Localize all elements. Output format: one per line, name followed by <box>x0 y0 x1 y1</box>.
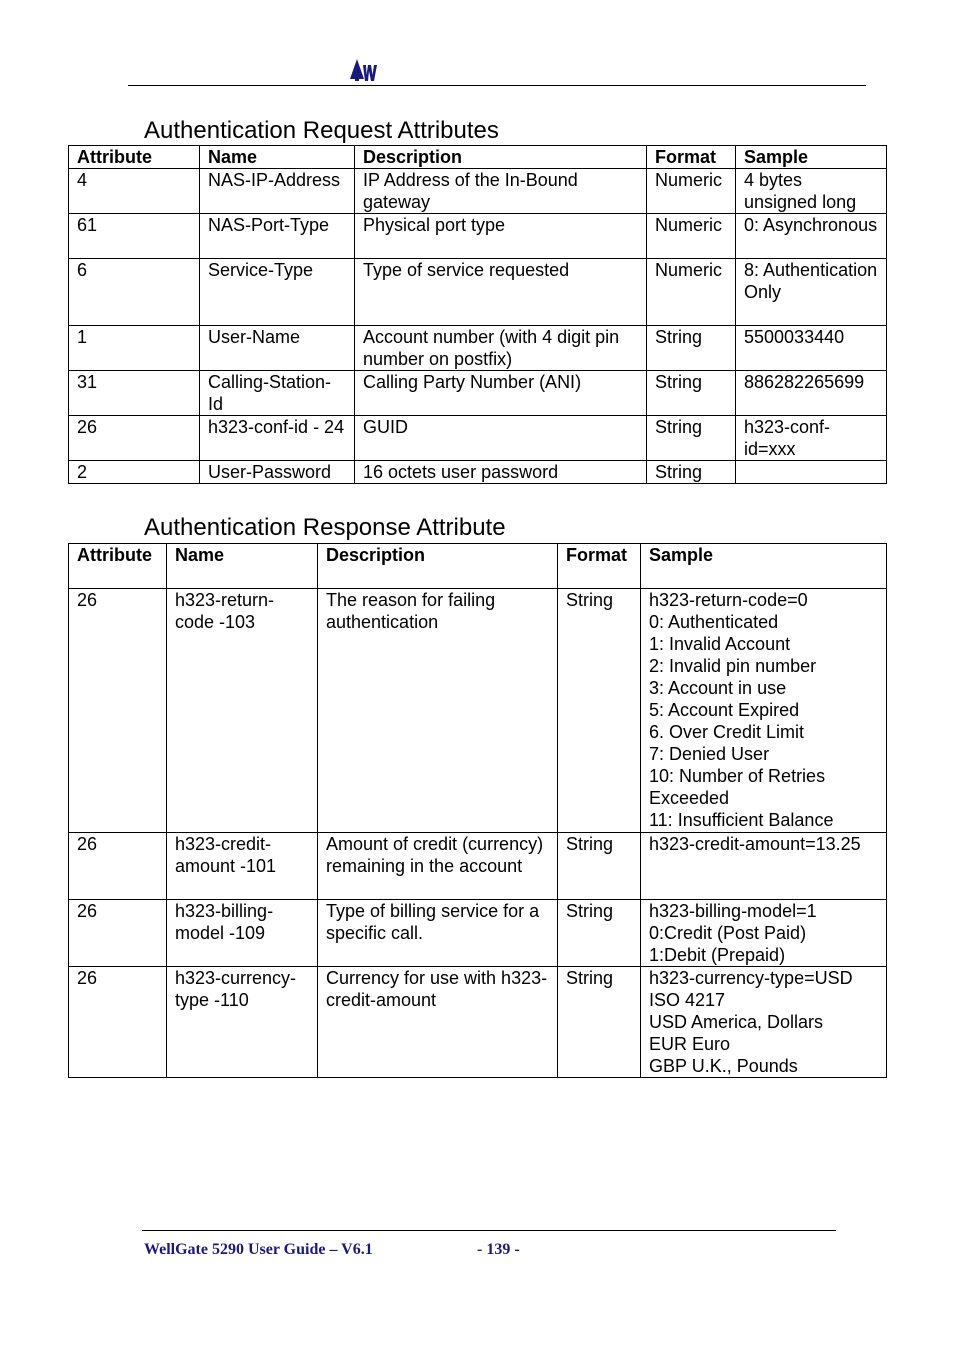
table-row <box>69 416 887 461</box>
table-cell: The reason for failing authentication <box>318 589 558 833</box>
table-cell: 0: Asynchronous <box>736 214 887 259</box>
table-cell: User-Password <box>200 461 355 484</box>
table-cell: 1 <box>69 326 200 371</box>
header-divider <box>128 85 866 86</box>
table-cell: Numeric <box>647 169 736 214</box>
table-cell: Type of service requested <box>355 259 647 326</box>
table-cell: 26 <box>69 589 167 833</box>
sample-line: 0: Authenticated <box>649 612 779 632</box>
table-cell: 31 <box>69 371 200 416</box>
table-row <box>69 371 887 416</box>
table-cell: 61 <box>69 214 200 259</box>
sample-cell <box>641 967 887 1078</box>
sample-cell <box>641 589 887 833</box>
table-cell: 26 <box>69 900 167 967</box>
table-cell: String <box>647 371 736 416</box>
sample-line: ISO 4217 <box>649 990 726 1010</box>
table-cell: NAS-Port-Type <box>200 214 355 259</box>
table-cell: h323-credit-amount -101 <box>167 833 318 900</box>
column-header: Sample <box>641 544 887 589</box>
table-cell: 26 <box>69 967 167 1078</box>
table-cell: NAS-IP-Address <box>200 169 355 214</box>
table-cell: 26 <box>69 416 200 461</box>
sample-line: 7: Denied User <box>649 744 770 764</box>
column-header: Attribute <box>69 544 167 589</box>
sample-line: h323-billing-model=1 <box>649 901 817 921</box>
table-cell: h323-billing-model -109 <box>167 900 318 967</box>
column-header: Format <box>558 544 641 589</box>
table-row <box>69 169 887 214</box>
response-section-title: Authentication Response Attribute <box>144 514 506 541</box>
table-cell: Type of billing service for a specific call. <box>318 900 558 967</box>
sample-line: 1: Invalid Account <box>649 634 791 654</box>
table-cell: 6 <box>69 259 200 326</box>
table-row <box>69 589 887 833</box>
sample-line: GBP U.K., Pounds <box>649 1056 798 1076</box>
table-cell: 4 <box>69 169 200 214</box>
table-cell: Service-Type <box>200 259 355 326</box>
company-logo-icon <box>348 55 380 83</box>
sample-line: h323-credit-amount=13.25 <box>649 834 861 854</box>
sample-line: h323-return-code=0 <box>649 590 808 610</box>
column-header: Format <box>647 146 736 169</box>
table-row <box>69 326 887 371</box>
page-number: - 139 - <box>477 1241 520 1258</box>
table-cell: String <box>647 461 736 484</box>
table-cell: User-Name <box>200 326 355 371</box>
request-section-title: Authentication Request Attributes <box>144 117 499 144</box>
footer-guide-title: WellGate 5290 User Guide – V6.1 <box>144 1241 373 1258</box>
table-row <box>69 900 887 967</box>
table-cell: Account number (with 4 digit pin number on postfix) <box>355 326 647 371</box>
table-row <box>69 833 887 900</box>
sample-cell <box>641 900 887 967</box>
table-cell: GUID <box>355 416 647 461</box>
request-attributes-table <box>68 145 887 484</box>
table-cell: h323-conf-id - 24 <box>200 416 355 461</box>
table-cell: Numeric <box>647 259 736 326</box>
response-attributes-table <box>68 543 887 1078</box>
table-cell: 8: Authentication Only <box>736 259 887 326</box>
table-cell: String <box>647 416 736 461</box>
sample-cell <box>641 833 887 900</box>
table-row <box>69 214 887 259</box>
footer-divider <box>142 1230 836 1231</box>
column-header: Name <box>167 544 318 589</box>
column-header: Name <box>200 146 355 169</box>
table-cell: 5500033440 <box>736 326 887 371</box>
table-cell: 2 <box>69 461 200 484</box>
table-cell: h323-currency-type -110 <box>167 967 318 1078</box>
column-header: Attribute <box>69 146 200 169</box>
sample-line: 0:Credit (Post Paid) <box>649 923 807 943</box>
column-header: Sample <box>736 146 887 169</box>
table-header-row <box>69 544 887 589</box>
table-cell: Physical port type <box>355 214 647 259</box>
table-cell: Calling Party Number (ANI) <box>355 371 647 416</box>
sample-line: 10: Number of Retries Exceeded <box>649 766 826 808</box>
column-header: Description <box>318 544 558 589</box>
table-row <box>69 461 887 484</box>
sample-line: h323-currency-type=USD <box>649 968 853 988</box>
sample-line: USD America, Dollars <box>649 1012 824 1032</box>
table-cell: 26 <box>69 833 167 900</box>
table-cell: String <box>558 967 641 1078</box>
table-cell: Currency for use with h323-credit-amount <box>318 967 558 1078</box>
column-header: Description <box>355 146 647 169</box>
table-cell: IP Address of the In-Bound gateway <box>355 169 647 214</box>
table-row <box>69 259 887 326</box>
table-cell: Numeric <box>647 214 736 259</box>
table-cell: h323-conf-id=xxx <box>736 416 887 461</box>
table-header-row <box>69 146 887 169</box>
sample-line: 2: Invalid pin number <box>649 656 817 676</box>
table-cell: String <box>558 900 641 967</box>
table-row <box>69 967 887 1078</box>
table-cell: Calling-Station-Id <box>200 371 355 416</box>
table-cell: 4 bytes unsigned long <box>736 169 887 214</box>
sample-line: 5: Account Expired <box>649 700 800 720</box>
table-cell: Amount of credit (currency) remaining in the account <box>318 833 558 900</box>
table-cell: 886282265699 <box>736 371 887 416</box>
table-cell: String <box>558 833 641 900</box>
table-cell: String <box>558 589 641 833</box>
table-cell: h323-return-code -103 <box>167 589 318 833</box>
sample-line: 3: Account in use <box>649 678 787 698</box>
sample-line: 11: Insufficient Balance <box>649 810 834 830</box>
table-cell: 16 octets user password <box>355 461 647 484</box>
sample-line: EUR Euro <box>649 1034 731 1054</box>
sample-line: 6. Over Credit Limit <box>649 722 805 742</box>
table-cell <box>736 461 887 484</box>
table-cell: String <box>647 326 736 371</box>
sample-line: 1:Debit (Prepaid) <box>649 945 786 965</box>
